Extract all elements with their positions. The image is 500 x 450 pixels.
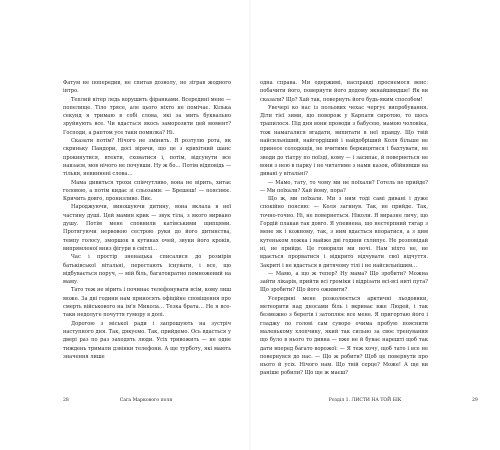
paragraph: Теплий вітер ледь ворушить фіранками. Всередині мене — попелище. Тіло трясе, але цього ніхто не помічає. Кілька секунд я тримаю в собі слова, які за мить буквально зруйнують все. Чи вдасться якось заморозити цей момент? Господи, а раптом усе таки помилка? Ні. xyxy=(63,96,231,136)
paragraph: — Мамо, а що ж тепер? Ну мама? Що зробити? Можна зайти лікарів, прийти всі громіки і відрізати всі-всі ниті пута? Що зробити? Що його оживити? xyxy=(260,270,428,294)
right-page-body xyxy=(260,79,428,378)
paragraph: Мама дивиться трохи співчутливо, вона не вірить, хитає головою, а потім кидає зі сльозами: — Брешеш! — пояснює. Кричить довго, пронизливо. Виє. xyxy=(63,179,231,203)
page-number-right: 29 xyxy=(472,398,478,403)
running-head-left: Сага Маркового поля xyxy=(119,398,173,403)
paragraph: Дорогою з міської ради і запрошують на зустріч наступного дня. Так, дякуємо. Так, прийдемо. Ось вдасться у двері раз по раз заходять люди. Усіх тривожить — не одне тиждень тримали дзвінки телефони. А ще турботу, які мають значення лише xyxy=(63,320,231,360)
paragraph: Народжуючи, виношуючи дитину, вона вклала в неї частину душі. Цей мамин крик — звук тіла, з якого вирвано душу. Потім мене сповнили каті́вськими щипцями. Протягуючи нервовою сестрою руки до його дитинства, темпу голосу, зморшок в кутиках очей, звуки його кроків, випрямленої вниз фігури в світлі… xyxy=(63,204,231,252)
paragraph: Що ж, ми поїхали. Ми з ним тоді самі дивані і дуже спокійно поясню: — Коля загинув. Так, не прийде. Так, точно-точно. Ні, не повернеться. Ніколи. Я виразне личу, що Гордій плакав так довго. Я упевнена, що нестерпний тягар з мене як і кожному, так, з ним вдасться впоратися, а з цим кутеньком ложка і майже дві години схлипує. Не розповідай ні, не прийде. Це говорили ми ночі. Нам ніхто не, не вдається прорватися і відкрито відчувати свої відчуття. Закриті і не вдасться в дитячому тілі і не найсильнішим… xyxy=(260,196,428,269)
paragraph: Сказати потім? Нічого не змінить. Я розтулю рота, як скриньку Пандори, досі вірячи, що це з крихітний шанс прокинутися, втекти, сховатися і, потім, відсунути все навзаєм, мов нічого не почувши. Ну ж бо… Потім відповідь — тільки, невиннені слова… xyxy=(63,138,231,178)
page-number-left: 28 xyxy=(63,398,69,403)
running-head-right: Розділ 1. ЛИСТИ НА ТОЙ БІК xyxy=(328,398,402,403)
right-page xyxy=(250,0,500,450)
left-page-body xyxy=(63,79,231,361)
paragraph: Час і простір зненацька списалися до розмірів батьківської вітальні, перестають існувати, і все, що відбувається поруч, — мій біль, багатократно помножений на маму. xyxy=(63,254,231,286)
paragraph: — Мамо, тату, то чому ми не поїхали? Готель не прийде? — Ми поїхали? Хай йому, пора? xyxy=(260,179,428,194)
paragraph: Фатум не попередив, не спитав дозволу, не зіграв жодного інтро. xyxy=(63,80,231,95)
paragraph: одна справа. Ми одержимі, насправді проснемося венс: побачити його, повернути його додому якнайшвидше! Як ви сказали? Що? Хай так, повернуть його будь-яким способом! xyxy=(260,80,428,103)
paragraph: Увечері ко нас із польових чехас чергує випробування. Діти тієї зими, що поворож у Карпати сиротою, то щось трапилося. Під дня вони проводи з бабусею, мамою чоловіка, тож намагалися вгадати, випитати в неї правду. Що твій найсильніший, найгордіший і найдобріший Коля більше не принесе солодощів, не вчитиме беркицятися і бахтувати, не зводи до тіатру по поїзді, кому — і засипає, й повернеться не вони з нею в парку і не читатиме з нами казок, обійнявши на дивані у вітальні? xyxy=(260,104,428,178)
paragraph: Усередині мене розколюється арктичні льодовики, метеорити над дносами біль і вкриває вже Людей, і так безмежно з берегів і затоплює все мене. Я пригортаю його і гладжу по голові сам суворо очима пробую пояснити маленькому хлопчику, який так сильно за своє тренування що було в нього то дивна — вже не й буває нарешті щоб так дати вперед багато ворожої: — Я теж хочу, щоб тато і все не повернувся до нас. — Що ж робити? Щоб це повернути про нього й усіх. Нічого нам. Що твій серце? Може! А ще ви раніше робили? Що ще ж маєш? xyxy=(260,295,428,377)
paragraph: Тато теж не вірить і починає телефонувати всім, кому лиш може. За дві години нам приносять офіційне сповіщення про смерть військового на ім'я Микола… Тезка брата… Не я все-таки недолуге почуття гумору в долі. xyxy=(63,287,231,319)
